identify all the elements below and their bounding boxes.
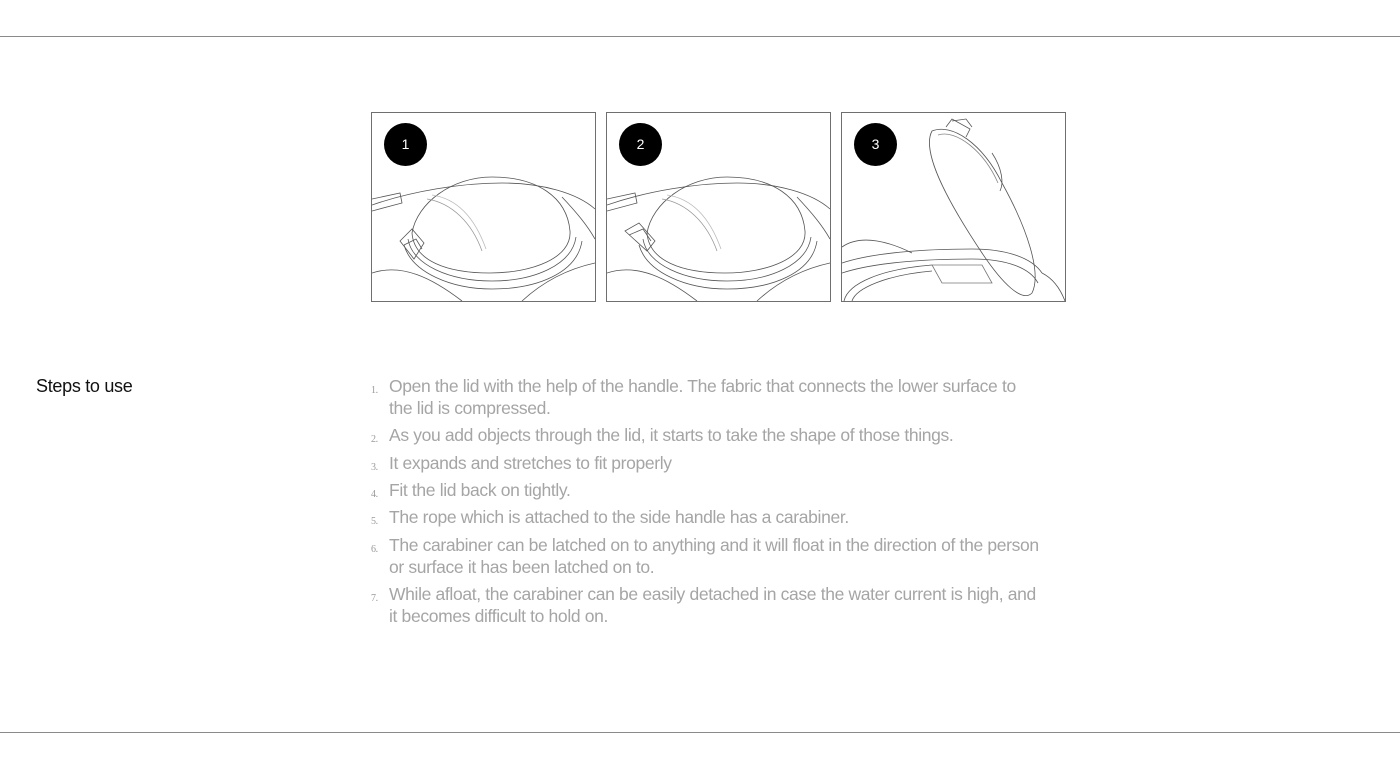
bottom-divider bbox=[0, 732, 1400, 733]
step-text: The carabiner can be latched on to anything and it will float in the direction of the person or surface it has been latched on to. bbox=[389, 534, 1039, 577]
step-badge-2: 2 bbox=[619, 123, 662, 166]
step-item-7 bbox=[371, 584, 1041, 628]
top-divider bbox=[0, 36, 1400, 37]
step-item-2 bbox=[371, 425, 1041, 447]
step-text: While afloat, the carabiner can be easily detached in case the water current is high, and it becomes difficult to hold on. bbox=[389, 583, 1036, 626]
step-number: 4. bbox=[371, 488, 378, 500]
step-panel-2 bbox=[606, 112, 831, 302]
step-text: The rope which is attached to the side handle has a carabiner. bbox=[389, 507, 849, 528]
step-text: Fit the lid back on tightly. bbox=[389, 479, 571, 500]
steps-list bbox=[371, 376, 1041, 633]
section-title: Steps to use bbox=[36, 376, 133, 396]
step-item-4 bbox=[371, 480, 1041, 502]
step-badge-1: 1 bbox=[384, 123, 427, 166]
step-item-6 bbox=[371, 535, 1041, 579]
step-number: 6. bbox=[371, 543, 378, 555]
step-item-5 bbox=[371, 507, 1041, 529]
step-text: As you add objects through the lid, it starts to take the shape of those things. bbox=[389, 425, 954, 446]
step-number: 5. bbox=[371, 516, 378, 528]
step-item-1 bbox=[371, 376, 1041, 420]
step-text: Open the lid with the help of the handle. The fabric that connects the lower surface to the lid is compressed. bbox=[389, 376, 1016, 418]
step-item-3 bbox=[371, 453, 1041, 475]
step-panel-1 bbox=[371, 112, 596, 302]
step-number: 2. bbox=[371, 434, 378, 446]
step-number: 1. bbox=[371, 385, 378, 396]
step-number: 7. bbox=[371, 592, 378, 604]
step-text: It expands and stretches to fit properly bbox=[389, 452, 672, 473]
illustration-panels bbox=[371, 112, 1065, 302]
step-number: 3. bbox=[371, 461, 378, 473]
step-panel-3 bbox=[841, 112, 1066, 302]
step-badge-3: 3 bbox=[854, 123, 897, 166]
